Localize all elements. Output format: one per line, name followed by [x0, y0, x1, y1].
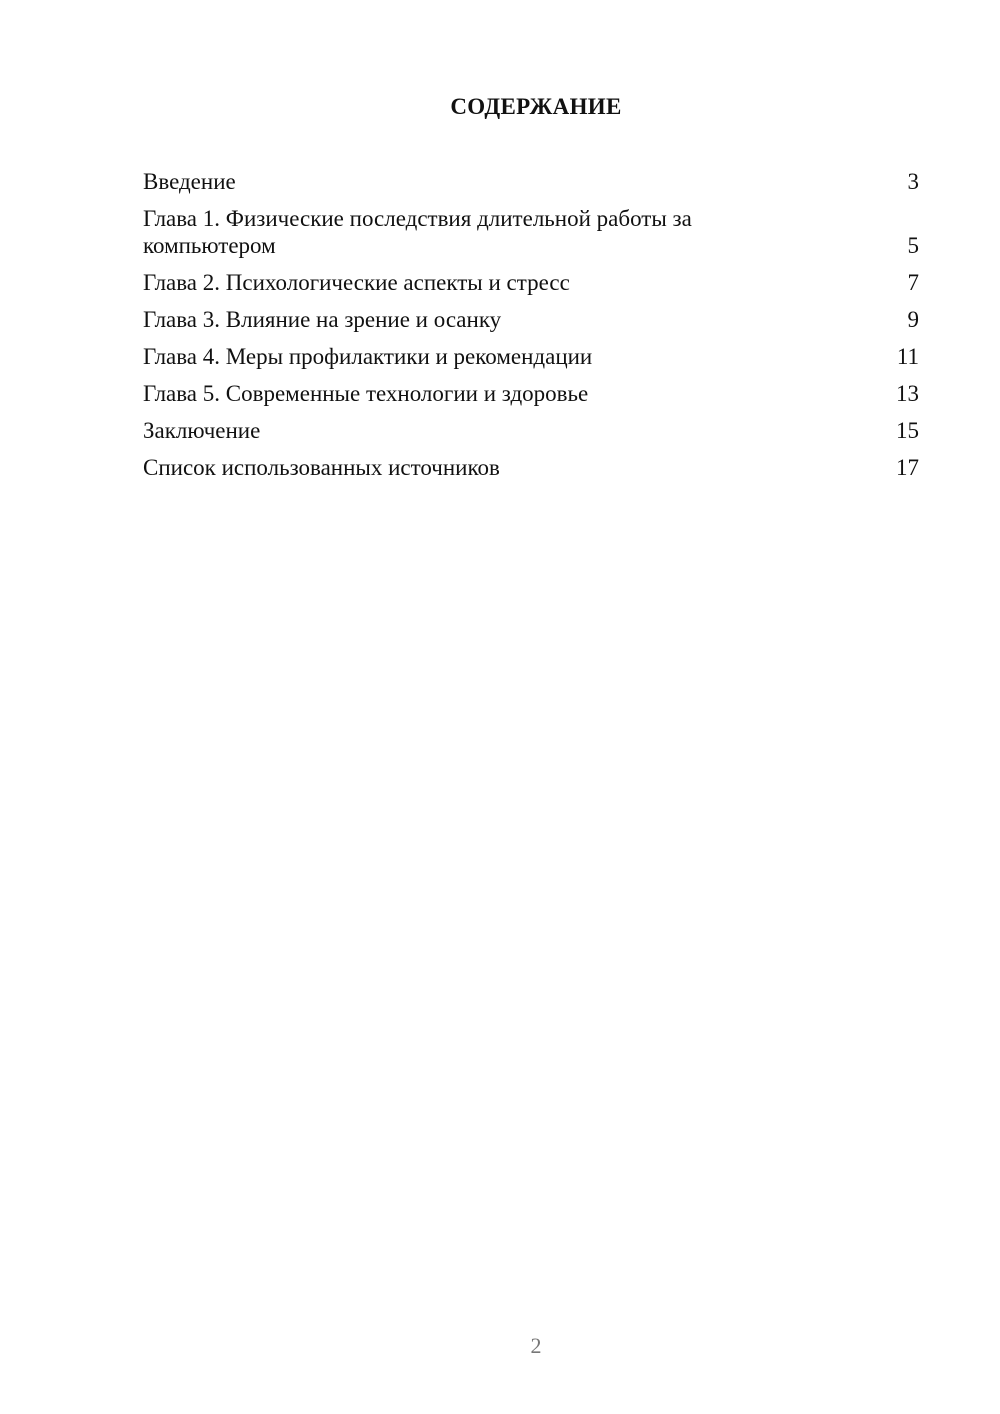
toc-entry-references [143, 454, 919, 481]
toc-entry-title: Глава 2. Психологические аспекты и стресс [143, 270, 570, 295]
toc-entry-page: 11 [896, 344, 919, 369]
toc-entry-title: Глава 3. Влияние на зрение и осанку [143, 307, 502, 332]
toc-entry-page: 5 [907, 233, 919, 258]
toc-entry-introduction [143, 168, 919, 195]
toc-entry-title: Глава 5. Современные технологии и здоровье [143, 381, 589, 406]
toc-entry-chapter-5 [143, 380, 919, 407]
page-number: 2 [530, 1333, 542, 1358]
toc-entry-page: 7 [907, 270, 919, 295]
toc-entry-chapter-1 [143, 205, 919, 259]
toc-entry-title: Глава 4. Меры профилактики и рекомендации [143, 344, 593, 369]
toc-heading: СОДЕРЖАНИЕ [450, 94, 622, 119]
toc-entry-page: 13 [896, 381, 919, 406]
toc-entry-chapter-2 [143, 269, 919, 296]
toc-entry-page: 17 [896, 455, 919, 480]
toc-entry-chapter-3 [143, 306, 919, 333]
toc-entry-conclusion [143, 417, 919, 444]
toc-entry-title: Список использованных источников [143, 455, 500, 480]
toc-entry-chapter-4 [143, 343, 919, 370]
toc-entry-page: 15 [896, 418, 919, 443]
toc-entry-title: Заключение [143, 418, 261, 443]
toc-entry-title: Глава 1. Физические последствия длительной работы за компьютером [143, 206, 692, 258]
toc-entry-title: Введение [143, 169, 236, 194]
table-of-contents [143, 168, 919, 491]
toc-entry-page: 9 [907, 307, 919, 332]
toc-entry-page: 3 [907, 169, 919, 194]
